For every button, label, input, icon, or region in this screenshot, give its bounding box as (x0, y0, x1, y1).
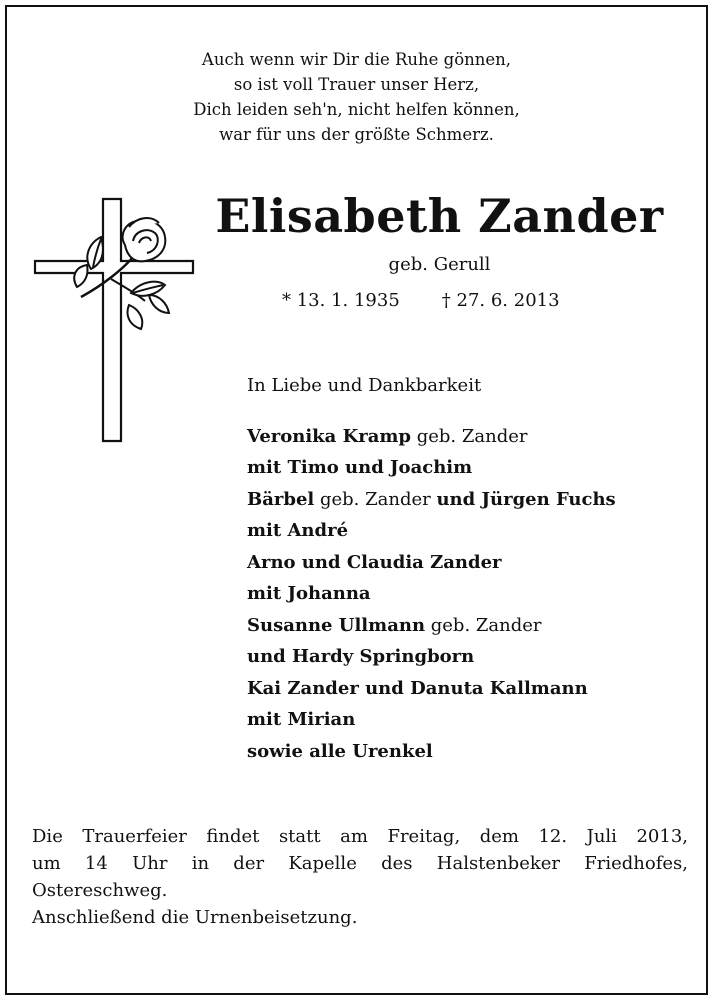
mourners-list (247, 422, 616, 768)
mourner-name: sowie alle Urenkel (247, 741, 433, 762)
mourner-name: mit Timo und Joachim (247, 456, 473, 478)
mourner-name: mit Mirian (247, 708, 356, 730)
deceased-name: Elisabeth Zander (215, 189, 664, 243)
mourner-entry-line (247, 422, 616, 453)
funeral-line: um 14 Uhr in der Kapelle des Halstenbeker Friedhofes, (32, 853, 688, 874)
mourner-note: geb. Zander (314, 489, 437, 510)
mourner-name: und Jürgen Fuchs (436, 489, 616, 510)
death-date: † 27. 6. 2013 (441, 290, 560, 311)
mourner-entry-line (247, 642, 616, 673)
mourner-name: und Hardy Springborn (247, 645, 475, 667)
mourner-entry-line (247, 453, 616, 484)
poem (7, 47, 706, 147)
mourner-name: mit André (247, 519, 349, 541)
mourner-name: Veronika Kramp (247, 426, 412, 447)
mourner-entry-line (247, 548, 616, 579)
mourner-entry-line (247, 611, 616, 642)
mourner-entry-line (247, 516, 616, 547)
poem-line: so ist voll Trauer unser Herz, (233, 75, 480, 94)
mourner-entry-line (247, 737, 616, 768)
funeral-line: Ostereschweg. (32, 880, 168, 901)
obituary-notice (5, 5, 708, 995)
mourner-entry-line (247, 579, 616, 610)
mourner-note: geb. Zander (425, 615, 542, 636)
mourner-name: Bärbel (247, 489, 315, 510)
mourner-name: Kai Zander und Danuta Kallmann (247, 678, 588, 699)
mourner-name: Arno und Claudia Zander (247, 552, 502, 573)
birth-date: * 13. 1. 1935 (282, 290, 400, 311)
cross-with-rose-icon (33, 197, 203, 447)
life-dates (282, 290, 560, 311)
poem-line: Auch wenn wir Dir die Ruhe gönnen, (201, 50, 512, 69)
funeral-line: Anschließend die Urnenbeisetzung. (32, 907, 358, 928)
mourner-entry-line (247, 485, 616, 516)
funeral-line: Die Trauerfeier findet statt am Freitag, dem 12. Juli 2013, (32, 826, 688, 847)
poem-line: war für uns der größte Schmerz. (219, 125, 494, 144)
mourner-name: Susanne Ullmann (247, 615, 426, 636)
birth-name: geb. Gerull (388, 254, 491, 275)
mourner-entry-line (247, 674, 616, 705)
funeral-details (32, 823, 688, 931)
poem-line: Dich leiden seh'n, nicht helfen können, (193, 100, 520, 119)
mourner-note: geb. Zander (411, 426, 528, 447)
mourners-intro: In Liebe und Dankbarkeit (247, 375, 482, 396)
mourner-entry-line (247, 705, 616, 736)
mourner-name: mit Johanna (247, 582, 371, 604)
